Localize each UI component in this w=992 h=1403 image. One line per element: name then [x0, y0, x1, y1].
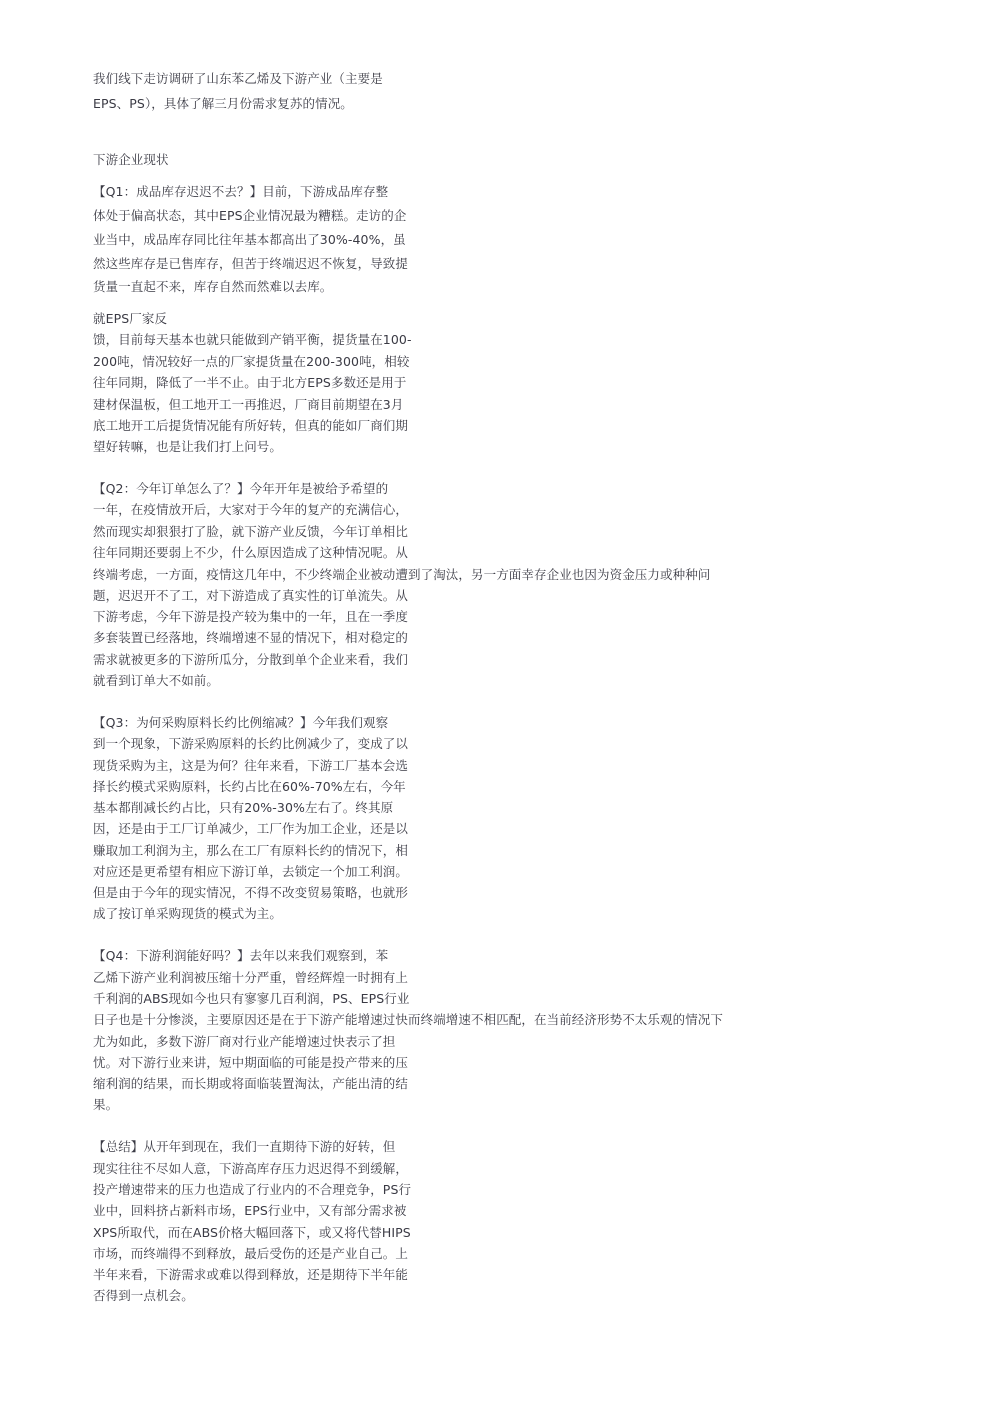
paragraph-line: 果。	[93, 1097, 119, 1112]
paragraph-line: 否得到一点机会。	[93, 1288, 194, 1303]
paragraph-line: 建材保温板，但工地开工一再推迟，厂商目前期望在3月	[93, 397, 404, 412]
paragraph-line: 往年同期，降低了一半不止。由于北方EPS多数还是用于	[93, 375, 407, 390]
paragraph-line: 但是由于今年的现实情况，不得不改变贸易策略，也就形	[93, 885, 409, 900]
paragraph-line: 就EPS厂家反	[93, 311, 168, 326]
paragraph-line: 到一个现象，下游采购原料的长约比例减少了，变成了以	[93, 736, 409, 751]
paragraph-line: 半年来看，下游需求或难以得到释放，还是期待下半年能	[93, 1267, 409, 1282]
paragraph-line: 然而现实却狠狠打了脸，就下游产业反馈，今年订单相比	[93, 524, 409, 539]
paragraph-line: 就看到订单大不如前。	[93, 673, 220, 688]
paragraph-line: 成了按订单采购现货的模式为主。	[93, 906, 283, 921]
paragraph-line: 然这些库存是已售库存，但苦于终端迟迟不恢复，导致提	[93, 256, 409, 271]
paragraph-line: 需求就被更多的下游所瓜分，分散到单个企业来看，我们	[93, 652, 409, 667]
paragraph-line: 现货采购为主，这是为何？往年来看，下游工厂基本会选	[93, 758, 409, 773]
paragraph-line: 多套装置已经落地，终端增速不显的情况下，相对稳定的	[93, 630, 409, 645]
paragraph-line: 【Q1：成品库存迟迟不去？】目前，下游成品库存整	[93, 184, 389, 199]
paragraph-line: 因，还是由于工厂订单减少，工厂作为加工企业，还是以	[93, 821, 409, 836]
paragraph-line: 忧。对下游行业来讲，短中期面临的可能是投产带来的压	[93, 1055, 409, 1070]
paragraph-line: 基本都削减长约占比，只有20%-30%左右了。终其原	[93, 800, 394, 815]
paragraph-line: 200吨，情况较好一点的厂家提货量在200-300吨，相较	[93, 354, 410, 369]
paragraph-line: 尤为如此，多数下游厂商对行业产能增速过快表示了担	[93, 1034, 396, 1049]
paragraph-line: 【总结】从开年到现在，我们一直期待下游的好转，但	[93, 1139, 396, 1154]
paragraph-line: XPS所取代，而在ABS价格大幅回落下，或又将代替HIPS	[93, 1225, 411, 1240]
paragraph-line: 投产增速带来的压力也造成了行业内的不合理竞争，PS行	[93, 1182, 412, 1197]
paragraph-line: 市场，而终端得不到释放，最后受伤的还是产业自己。上	[93, 1246, 409, 1261]
paragraph-line: 择长约模式采购原料，长约占比在60%-70%左右，今年	[93, 779, 406, 794]
paragraph-line: 终端考虑，一方面，疫情这几年中，不少终端企业被动遭到了淘汰，另一方面幸存企业也因为资金压力或种种问	[93, 567, 711, 582]
paragraph-line: 对应还是更希望有相应下游订单，去锁定一个加工利润。	[93, 864, 409, 879]
paragraph-line: 往年同期还要弱上不少，什么原因造成了这种情况呢。从	[93, 545, 409, 560]
paragraph-line: 下游考虑，今年下游是投产较为集中的一年，且在一季度	[93, 609, 409, 624]
paragraph-line: 【Q2：今年订单怎么了？】今年开年是被给予希望的	[93, 481, 389, 496]
paragraph-line: 乙烯下游产业利润被压缩十分严重，曾经辉煌一时拥有上	[93, 970, 409, 985]
paragraph-line: 千利润的ABS现如今也只有寥寥几百利润，PS、EPS行业	[93, 991, 410, 1006]
paragraph-line: 望好转嘛，也是让我们打上问号。	[93, 439, 283, 454]
paragraph-line: 一年，在疫情放开后，大家对于今年的复产的充满信心，	[93, 502, 409, 517]
paragraph-line: 业中，回料挤占新料市场，EPS行业中，又有部分需求被	[93, 1203, 407, 1218]
paragraph-line: 货量一直起不来，库存自然而然难以去库。	[93, 279, 333, 294]
paragraph-line: 【Q3：为何采购原料长约比例缩减？】今年我们观察	[93, 715, 389, 730]
intro-line: 我们线下走访调研了山东苯乙烯及下游产业（主要是	[93, 71, 383, 86]
paragraph-line: 底工地开工后提货情况能有所好转，但真的能如厂商们期	[93, 418, 409, 433]
paragraph-line: 现实往往不尽如人意，下游高库存压力迟迟得不到缓解，	[93, 1161, 409, 1176]
paragraph-line: 日子也是十分惨淡，主要原因还是在于下游产能增速过快而终端增速不相匹配，在当前经济形势不太乐观的情况下	[93, 1012, 724, 1027]
paragraph-line: 馈，目前每天基本也就只能做到产销平衡，提货量在100-	[93, 332, 412, 347]
paragraph-line: 缩利润的结果，而长期或将面临装置淘汰，产能出清的结	[93, 1076, 409, 1091]
intro-line: EPS、PS），具体了解三月份需求复苏的情况。	[93, 96, 353, 111]
paragraph-line: 业当中，成品库存同比往年基本都高出了30%-40%，虽	[93, 232, 406, 247]
paragraph-line: 赚取加工利润为主，那么在工厂有原料长约的情况下，相	[93, 843, 409, 858]
paragraph-line: 题，迟迟开不了工，对下游造成了真实性的订单流失。从	[93, 588, 409, 603]
section-title: 下游企业现状	[93, 152, 169, 167]
paragraph-line: 体处于偏高状态，其中EPS企业情况最为糟糕。走访的企	[93, 208, 407, 223]
paragraph-line: 【Q4：下游利润能好吗？】去年以来我们观察到，苯	[93, 948, 389, 963]
